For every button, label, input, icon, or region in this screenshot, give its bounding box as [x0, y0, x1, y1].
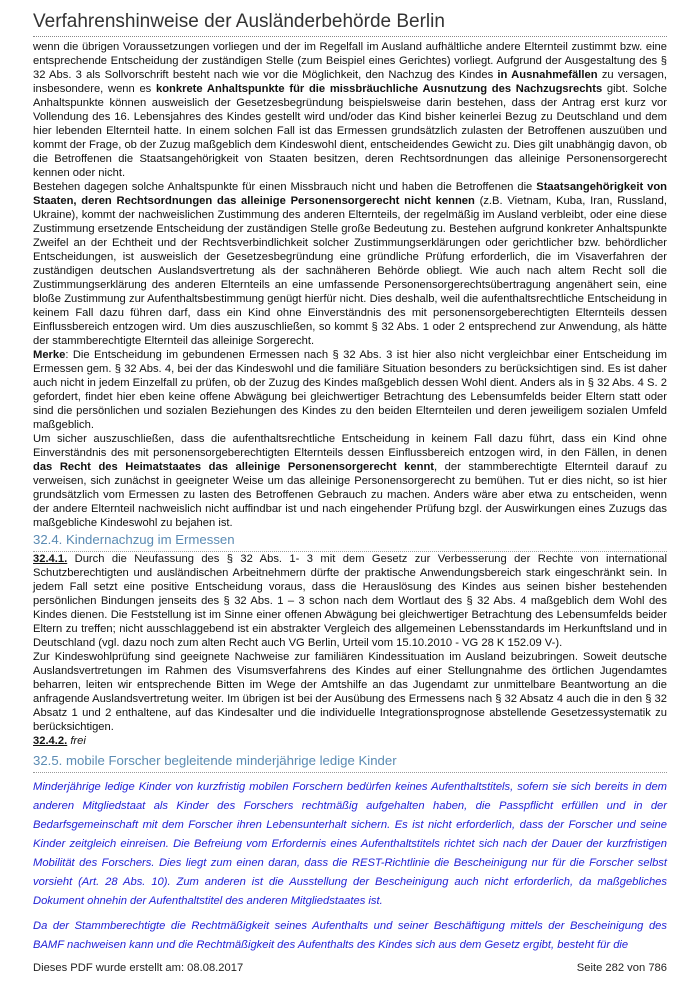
page-header-title: Verfahrenshinweise der Ausländerbehörde Berlin [33, 11, 445, 32]
paragraph: 32.4.1. Durch die Neufassung des § 32 Abs. 1- 3 mit dem Gesetz zur Verbesserung der Rechte von international Schutzberechtigten und ausländischen Arbeitnehmern dürfte der praktische Anwendungsbereich stark eingeschränkt sein. In jedem Fall setzt eine positive Entscheidung voraus, dass die Herauslösung des Kindes aus seinen bisher bestehenden persönlichen Bindungen jenseits des § 32 Abs. 1 – 3 schon nach dem Wortlaut des § 32 Abs. 4 maßgeblich dem Wohl des Kindes dienen. Die Feststellung ist im Sinne einer offenen Abwägung bei gleichwertiger Betrachtung des Lebensumfelds beider Eltern zu treffen; nicht ausschlaggebend ist ein abstrakter Vergleich des allgemeinen Lebensstandards im Herkunftsland und in Deutschland (vgl. dazu noch zum alten Recht auch VG Berlin, Urteil vom 15.10.2010 - VG 28 K 152.09 V-). [33, 553, 667, 649]
page-number: Seite 282 von 786 [576, 962, 667, 974]
paragraph: 32.4.2. frei [33, 735, 86, 747]
section-reference: 32.4.1. [33, 553, 68, 565]
paragraph: Minderjährige ledige Kinder von kurzfristig mobilen Forschern bedürfen keines Aufenthaltstitels, sofern sie sich bereits in dem anderen Mitgliedstaat als Kinder des Forschers rechtmäßig aufgehalten haben, die Passpflicht erfüllen und in der Bedarfsgemeinschaft mit dem Forscher ihren Lebensunterhalt sichern. Es ist nicht erforderlich, dass der Forscher und seine Kinder zeitgleich einreisen. Die Befreiung vom Erfordernis eines Aufenthaltstitels richtet sich nach der Dauer der kurzfristigen Mobilität des Forschers. Dies liegt zum einen daran, dass die REST-Richtlinie die Bescheinigung nur für die Forscher selbst vorsieht (Art. 28 Abs. 10). Zum anderen ist die Ausstellung der Bescheinigung auch nicht erforderlich, da maßgebliches Dokument ohnehin der Aufenthaltstitel des anderen Mitgliedstaates ist. [33, 781, 667, 907]
paragraph: Merke: Die Entscheidung im gebundenen Ermessen nach § 32 Abs. 3 ist hier also nicht vergleichbar einer Entscheidung im Ermessen gem. § 32 Abs. 4, bei der das Kindeswohl und die familiäre Situation besonders zu berücksichtigen sind. Es ist daher auch nicht in jedem Einzelfall zu prüfen, ob der Zuzug des Kindes maßgeblich dessen Wohl dient. Anders als in § 32 Abs. 4 S. 2 gefordert, findet hier eben keine offene Abwägung bei gleichwertiger Betrachtung des Lebensumfelds beider Eltern statt oder sind die persönlichen und sozialen Beziehungen des Kindes zu den beiden Elternteilen und deren jeweiligem sozialen Umfeld maßgeblich. [33, 349, 667, 431]
header-divider [33, 36, 667, 37]
paragraph: wenn die übrigen Voraussetzungen vorliegen und der im Regelfall im Ausland aufhältliche andere Elternteil zustimmt bzw. eine entsprechende Entscheidung der zuständigen Stelle (zum Beispiel eines Gerichtes) vorliegt. Aufgrund der Ausgestaltung des § 32 Abs. 3 als Sollvorschrift besteht nach wie vor die Möglichkeit, den Nachzug des Kindes in Ausnahmefällen zu versagen, insbesondere, wenn es konkrete Anhaltspunkte für die missbräuchliche Ausnutzung des Nachzugsrechts gibt. Solche Anhaltspunkte können ausweislich der Gesetzesbegründung beispielsweise darin bestehen, dass der Antrag erst kurz vor Vollendung des 16. Lebensjahres des Kindes gestellt wird und/oder das Kind bisher keinerlei Bezug zu Deutschland und dem hier lebenden Elternteil hatte. In einem solchen Fall ist das Ermessen grundsätzlich zulasten der Betroffenen auszuüben und kommt der Frage, ob der Zuzug maßgeblich dem Kindeswohl dient, entscheidendes Gewicht zu. Dies gilt unabhängig davon, ob die Betroffenen die Staatsangehörigkeit von Staaten besitzen, deren Rechtsordnungen das alleinige Personensorgerecht kennen oder nicht. [33, 41, 667, 179]
paragraph: Um sicher auszuschließen, dass die aufenthaltsrechtliche Entscheidung in keinem Fall dazu führt, dass ein Kind ohne Einverständnis des mit personensorgeberechtigten Elternteils dessen Einflussbereich entzogen wird, in den Fällen, in denen das Recht des Heimatstaates das alleinige Personensorgerecht kennt, der stammberechtigte Elternteil darauf zu verweisen, sich zunächst in geeigneter Weise um das alleinige Personensorgerecht zu bemühen. Tut er dies nicht, so ist hier grundsätzlich vom Ermessen zu lasten des Betroffenen Gebrauch zu machen. Anders wäre aber etwa zu entscheiden, wenn der andere Elternteil nachweislich nicht auffindbar ist und nach eingehender Prüfung bzgl. der Auswirkungen eines Zuzugs das maßgebliche Kindeswohl zu bejahen ist. [33, 433, 667, 529]
section-reference: 32.4.2. [33, 735, 68, 747]
highlighted-amendment-text [33, 778, 667, 955]
creation-date: Dieses PDF wurde erstellt am: 08.08.2017 [33, 962, 244, 974]
document-body [33, 40, 667, 961]
paragraph: Bestehen dagegen solche Anhaltspunkte für einen Missbrauch nicht und haben die Betroffenen die Staatsangehörigkeit von Staaten, deren Rechtsordnungen das alleinige Personensorgerecht nicht kennen (z.B. Vietnam, Kuba, Iran, Russland, Ukraine), kommt der nachweislichen Zustimmung des anderen Elternteils, der regelmäßig im Ausland verbleibt, oder eine diese Zustimmung ersetzende Entscheidung der zuständigen Stelle große Bedeutung zu. Bestehen aufgrund konkreter Anhaltspunkte Zweifel an der Echtheit und der Rechtsverbindlichkeit solcher Zustimmungserklärungen oder gerichtlicher bzw. behördlicher Entscheidungen, ist ausweislich der Gesetzesbegründung eine gründliche Prüfung erforderlich, die im Visaverfahren der zuständigen deutschen Auslandsvertretung als der sachnäheren Behörde obliegt. Wie auch nach altem Recht soll die Zustimmungserklärung des anderen Elternteils an eine umfassende Personensorgerechtsübertragung angenähert sein, eine bloße Zustimmung zur Aufenthaltsbestimmung genügt hierfür nicht. Dies deshalb, weil die aufenthaltsrechtliche Entscheidung in keinem Fall dazu führen darf, dass ein Kind ohne Einverständnis des mit personensorgeberechtigten Elternteils dessen Einflussbereich entzogen wird. Um dies auszuschließen, so kommt § 32 Abs. 1 oder 2 entsprechend zur Anwendung, als hätte der stammberechtigte Elternteil das alleinige Sorgerecht. [33, 181, 668, 347]
paragraph: Da der Stammberechtigte die Rechtmäßigkeit seines Aufenthalts und seiner Beschäftigung mittels der Bescheinigung des BAMF nachweisen kann und die Rechtmäßigkeit des Aufenthalts des Kindes sich aus dem Gesetz ergibt, besteht für die [33, 920, 667, 951]
paragraph: Zur Kindeswohlprüfung sind geeignete Nachweise zur familiären Kindessituation im Ausland beizubringen. Soweit deutsche Auslandsvertretungen im Rahmen des Visumsverfahrens des Kindes auf einer Stellungnahme des örtlichen Jugendamtes beharren, leiten wir entsprechende Bitten im Wege der Amtshilfe an das Jugendamt zur unmittelbare Beantwortung an die anfragende Auslandsvertretung weiter. Im übrigen ist bei der Ausübung des Ermessens nach § 32 Absatz 4 auch die in den § 32 Absatz 1 und 2 enthaltene, auf das Kindesalter und die individuelle Integrationsprognose abstellende Gesetzessystematik zu berücksichtigen. [33, 651, 667, 733]
section-heading: 32.4. Kindernachzug im Ermessen [33, 531, 667, 552]
section-heading: 32.5. mobile Forscher begleitende minderjährige ledige Kinder [33, 752, 667, 773]
